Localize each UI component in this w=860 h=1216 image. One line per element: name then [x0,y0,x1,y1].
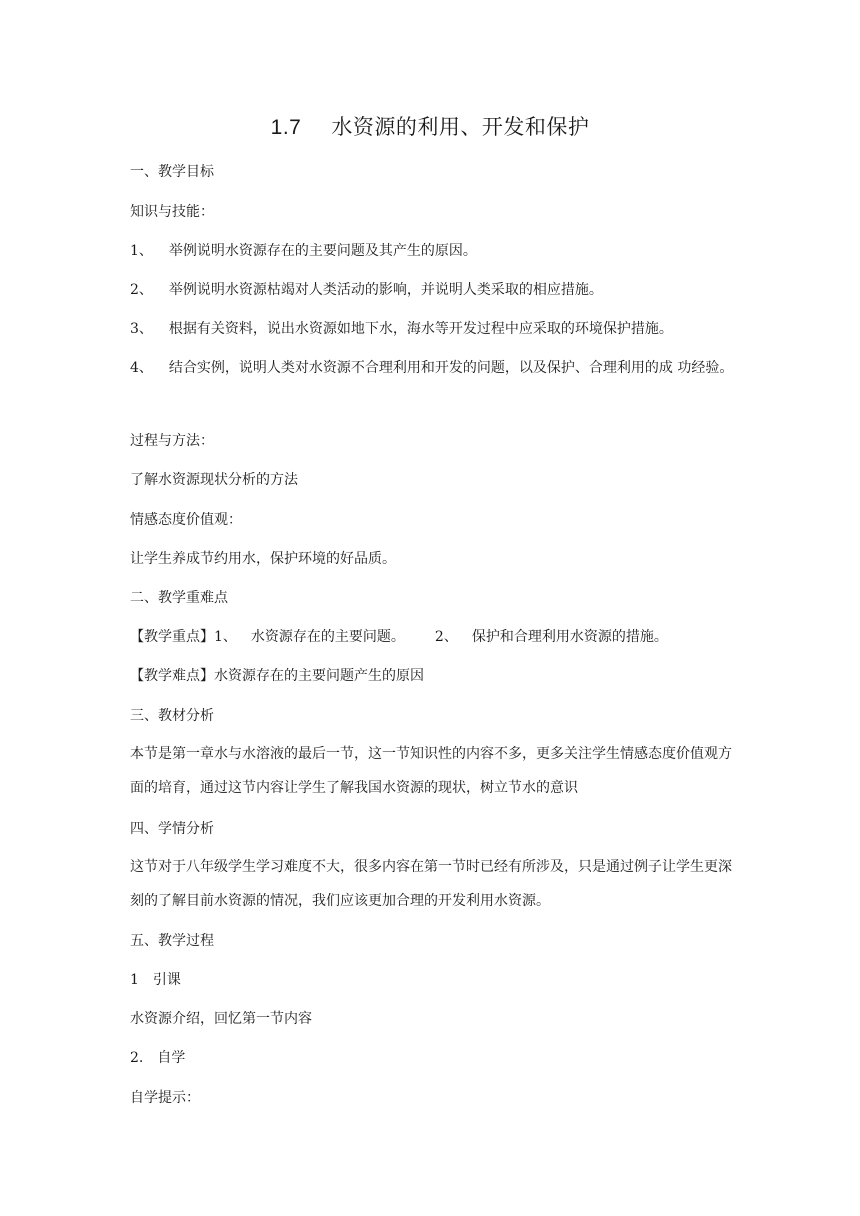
difficult-text: 水资源存在的主要问题产生的原因 [214,668,424,684]
emotion-text: 让学生养成节约用水，保护环境的好品质。 [130,551,396,567]
knowledge-heading: 知识与技能： [130,204,214,220]
goal-item [130,280,740,300]
goal-number: 3、 [130,321,153,337]
students-paragraph: 这节对于八年级学生学习难度不大，很多内容在第一节时已经有所涉及，只是通过例子让学生更深刻的了解目前水资源的情况，我们应该更加合理的开发利用水资源。 [130,859,732,909]
title-number: 1.7 [270,116,302,139]
section-heading-process: 五、教学过程 [130,933,214,949]
goal-text: 根据有关资料，说出水资源如地下水，海水等开发过程中应采取的环境保护措施。 [168,321,673,337]
material-paragraph: 本节是第一章水与水溶液的最后一节，这一节知识性的内容不多，更多关注学生情感态度价值观方面的培育，通过这节内容让学生了解我国水资源的现状，树立节水的意识 [130,746,732,796]
emotion-heading: 情感态度价值观： [130,512,242,528]
step-heading [130,1048,740,1068]
section-heading-students: 四、学情分析 [130,821,214,837]
difficult-label: 【教学难点】 [130,668,214,684]
goal-item [130,241,740,261]
goal-text: 举例说明水资源枯竭对人类活动的影响，并说明人类采取的相应措施。 [168,282,603,298]
key-item-text: 保护和合理利用水资源的措施。 [471,629,668,645]
goal-number: 1、 [130,243,153,259]
section-heading-material: 三、教材分析 [130,708,214,724]
step-number: 1 [130,972,139,988]
key-item-number: 1、 [214,629,237,645]
goal-number: 2、 [130,282,153,298]
section-heading-goals: 一、教学目标 [130,164,214,180]
step-title: 自学 [157,1050,186,1066]
title-text: 水资源的利用、开发和保护 [331,115,590,139]
step-number: 2. [130,1050,144,1066]
goal-item [130,351,742,385]
key-label: 【教学重点】 [130,629,214,645]
key-item-text: 水资源存在的主要问题。 [250,629,405,645]
goal-item [130,319,740,339]
goal-number: 4、 [130,360,153,376]
goal-text: 举例说明水资源存在的主要问题及其产生的原因。 [168,243,477,259]
key-points-line [130,627,740,647]
key-item-number: 2、 [434,629,458,645]
step-heading [130,970,740,990]
section-heading-key-points: 二、教学重难点 [130,590,228,606]
difficult-points-line [130,666,740,686]
goal-text: 结合实例，说明人类对水资源不合理利用和开发的问题，以及保护、合理利用的成 功经验。 [168,360,734,376]
step-text: 水资源介绍，回忆第一节内容 [130,1011,312,1027]
step-title: 引课 [152,972,181,988]
process-heading: 过程与方法： [130,433,214,449]
process-text: 了解水资源现状分析的方法 [130,472,298,488]
page-title [0,112,860,143]
step-subheading: 自学提示： [130,1090,200,1106]
